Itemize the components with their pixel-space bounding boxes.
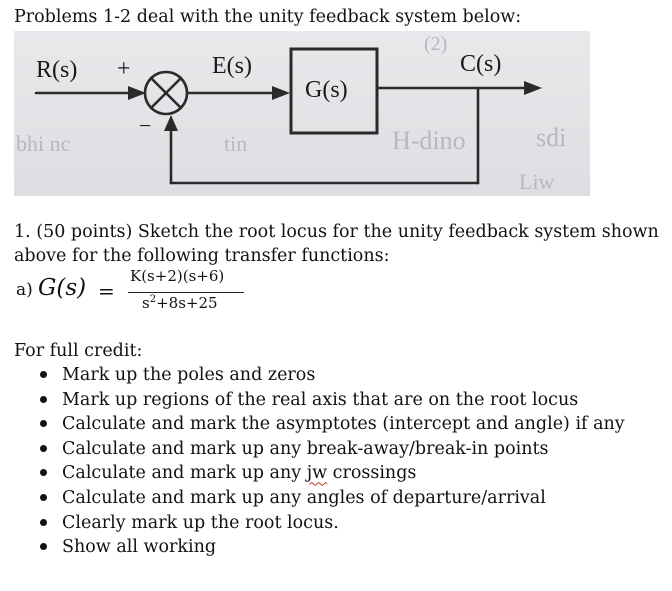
numerator: K(s+2)(s+6) bbox=[130, 267, 225, 285]
summing-plus-sign: + bbox=[117, 56, 131, 82]
list-item: Calculate and mark up any break-away/break-in points bbox=[40, 438, 625, 463]
bleed-through-text: (2) bbox=[424, 33, 448, 55]
question-1-line-1: 1. (50 points) Sketch the root locus for the unity feedback system shown bbox=[14, 222, 659, 242]
bleed-through-text: sdi bbox=[536, 123, 567, 152]
error-label-es: E(s) bbox=[212, 53, 252, 79]
block-diagram-lines bbox=[14, 31, 590, 196]
equals-sign: = bbox=[98, 279, 115, 303]
block-diagram-photo bbox=[14, 31, 590, 196]
bleed-through-text: tin bbox=[224, 131, 248, 156]
spellcheck-underlined-word: jw bbox=[306, 463, 328, 484]
output-label-cs: C(s) bbox=[460, 51, 502, 77]
denominator-exponent: 2 bbox=[149, 294, 157, 305]
input-label-rs: R(s) bbox=[36, 57, 78, 83]
summing-minus-sign: − bbox=[139, 113, 152, 138]
plant-block-gs: G(s) bbox=[305, 77, 348, 103]
list-item: Clearly mark up the root locus. bbox=[40, 512, 625, 537]
denominator bbox=[142, 294, 218, 312]
transfer-function-name: G(s) bbox=[38, 275, 87, 301]
credit-heading: For full credit: bbox=[14, 341, 143, 361]
list-item: Mark up the poles and zeros bbox=[40, 364, 625, 389]
list-item-text: Calculate and mark up any bbox=[62, 463, 307, 484]
bleed-through-text: Liw bbox=[519, 169, 555, 194]
bleed-through-text: bhi nc bbox=[16, 131, 71, 156]
list-item: Calculate and mark the asymptotes (intercept and angle) if any bbox=[40, 413, 625, 438]
intro-text: Problems 1-2 deal with the unity feedback system below: bbox=[14, 7, 522, 27]
list-item: Mark up regions of the real axis that are on the root locus bbox=[40, 389, 625, 414]
denominator-rest: +8s+25 bbox=[156, 294, 218, 312]
denominator-variable: s bbox=[142, 294, 150, 312]
bleed-through-text: H-dino bbox=[392, 126, 466, 155]
list-item: Calculate and mark up any angles of departure/arrival bbox=[40, 487, 625, 512]
list-item: Show all working bbox=[40, 536, 625, 561]
list-item bbox=[40, 462, 625, 487]
question-1-line-2: above for the following transfer functions: bbox=[14, 246, 390, 266]
list-item-text: crossings bbox=[327, 463, 417, 484]
part-a-label: a) bbox=[16, 280, 33, 300]
requirements-list bbox=[40, 364, 625, 561]
